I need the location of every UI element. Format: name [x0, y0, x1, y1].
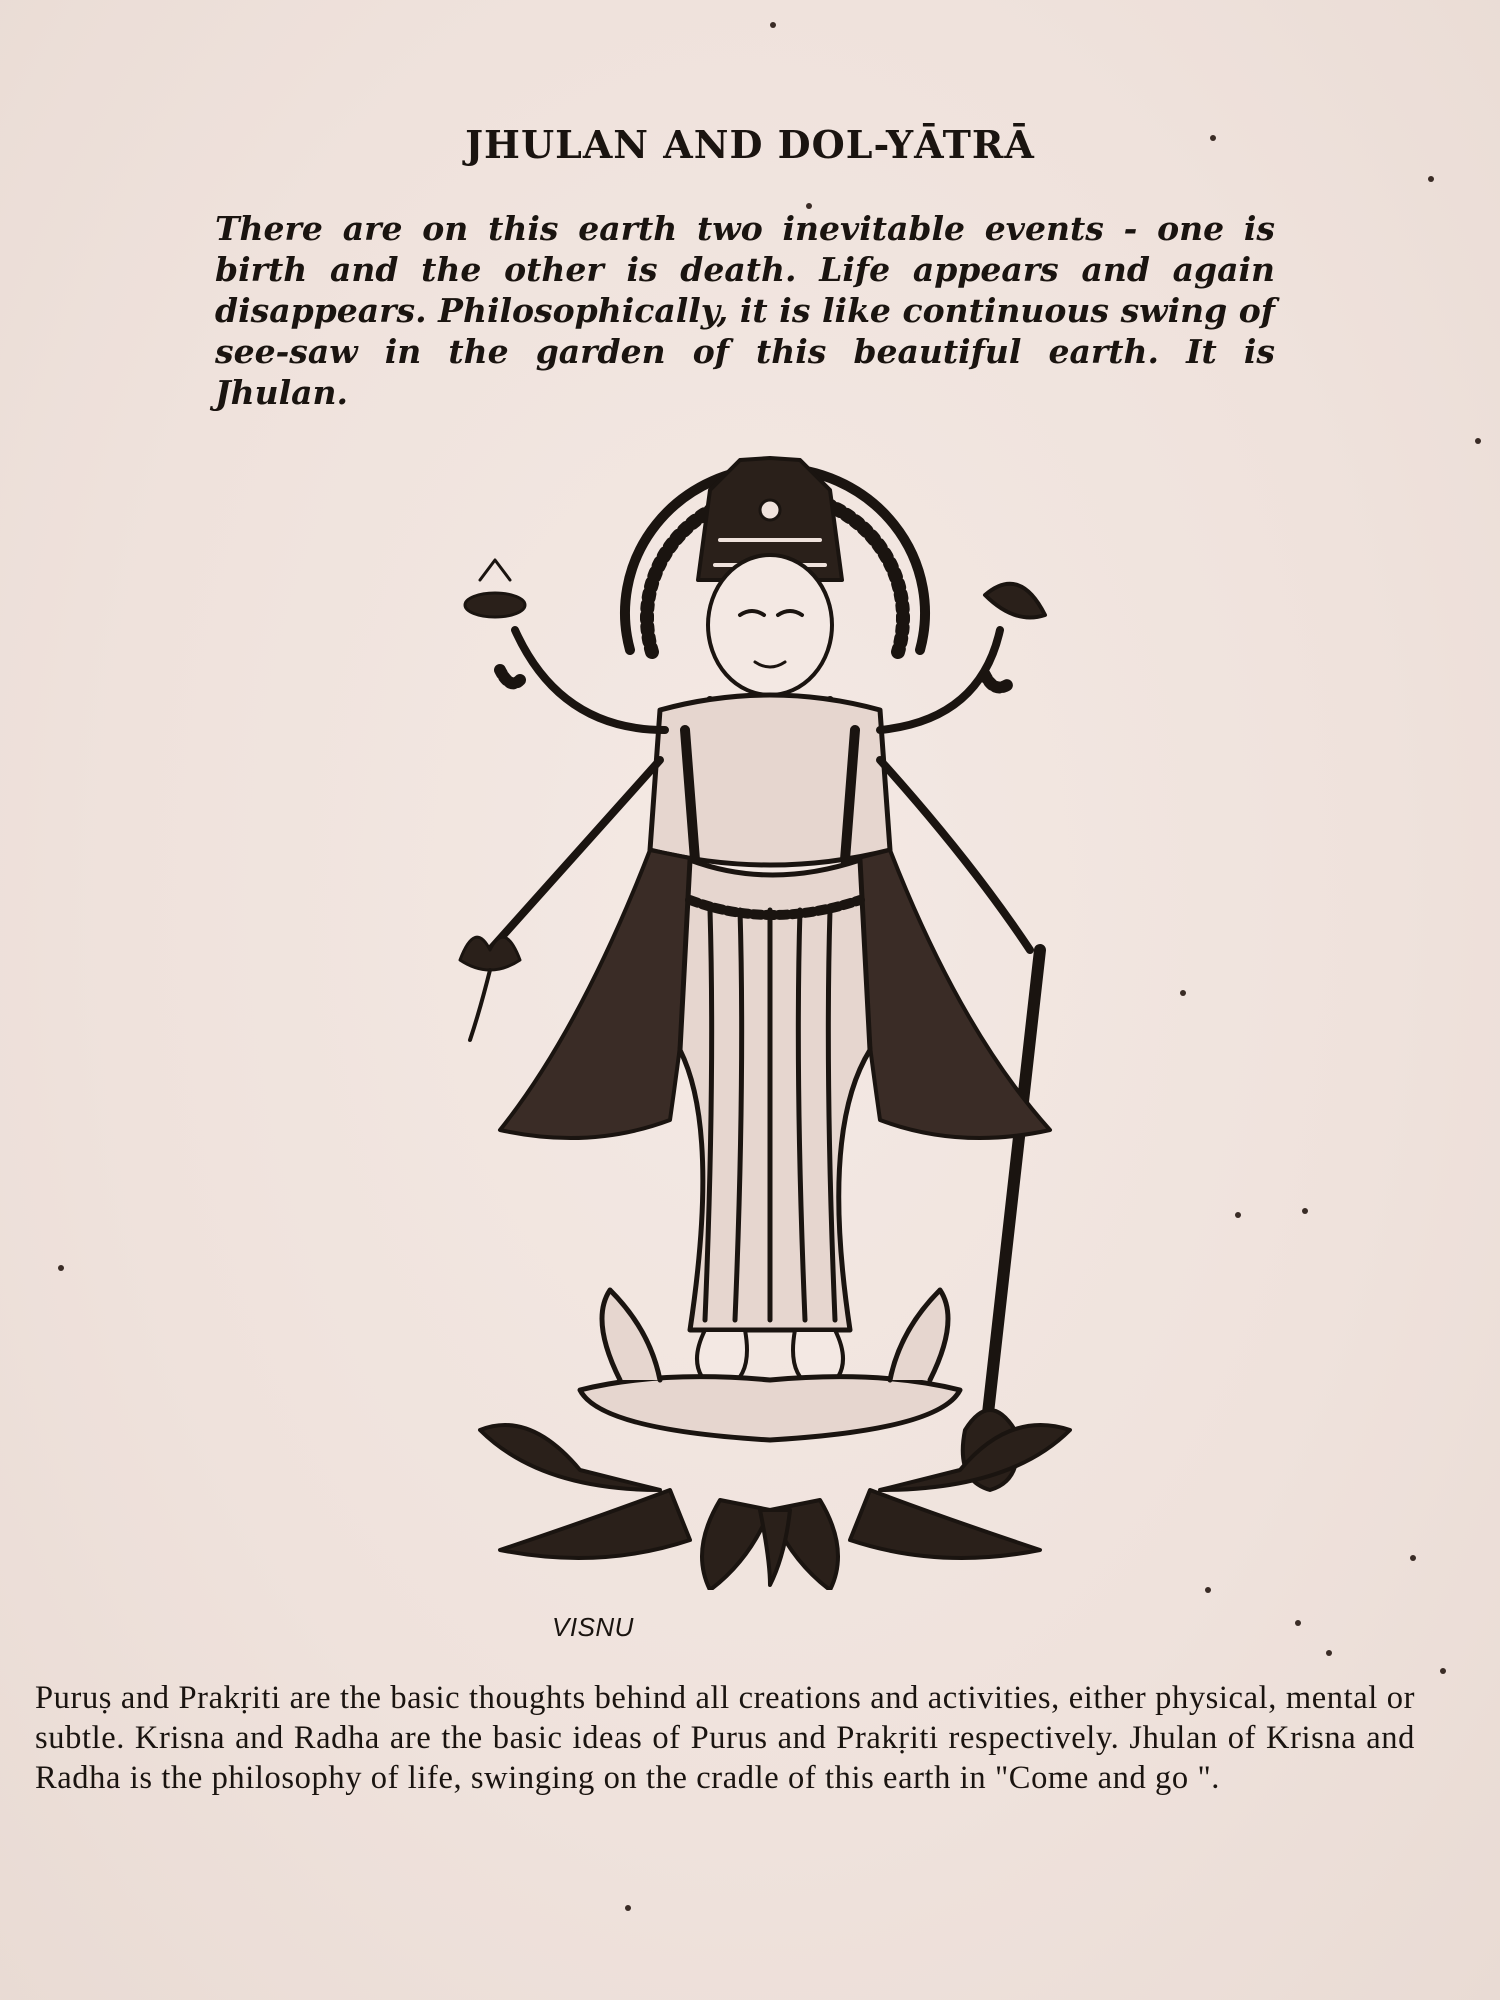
- paper-speck: [1302, 1208, 1308, 1214]
- body-paragraph: Puruṣ and Prakṛiti are the basic thoughts behind all creations and activities, either physical, mental or subtle. Krisna and Radha are the basic ideas of Purus and Prakṛiti respectively. Jhulan of Krisna and Radha is the philosophy of life, swinging on the cradle of this earth in "Come and go ".: [35, 1680, 1415, 1796]
- paper-speck: [1295, 1620, 1301, 1626]
- paper-speck: [1475, 438, 1481, 444]
- paper-speck: [1428, 176, 1434, 182]
- paper-speck: [1410, 1555, 1416, 1561]
- paper-speck: [1205, 1587, 1211, 1593]
- figure-caption: VISNU: [552, 1612, 634, 1642]
- paper-speck: [1180, 990, 1186, 996]
- paper-speck: [625, 1905, 631, 1911]
- paper-speck: [770, 22, 776, 28]
- paper-speck: [806, 203, 812, 209]
- paper-speck: [1326, 1650, 1332, 1656]
- page-title: JHULAN AND DOL-YĀTRĀ: [465, 122, 1035, 167]
- paper-speck: [1235, 1212, 1241, 1218]
- paper-speck: [1440, 1668, 1446, 1674]
- visnu-illustration: [440, 430, 1120, 1590]
- intro-paragraph: There are on this earth two inevitable events - one is birth and the other is death. Life appears and again disappears. Philosophically, it is like continuous swing of see-saw in the garden of this beautiful earth. It is Jhulan.: [215, 209, 1275, 412]
- paper-speck: [58, 1265, 64, 1271]
- paper-speck: [1210, 135, 1216, 141]
